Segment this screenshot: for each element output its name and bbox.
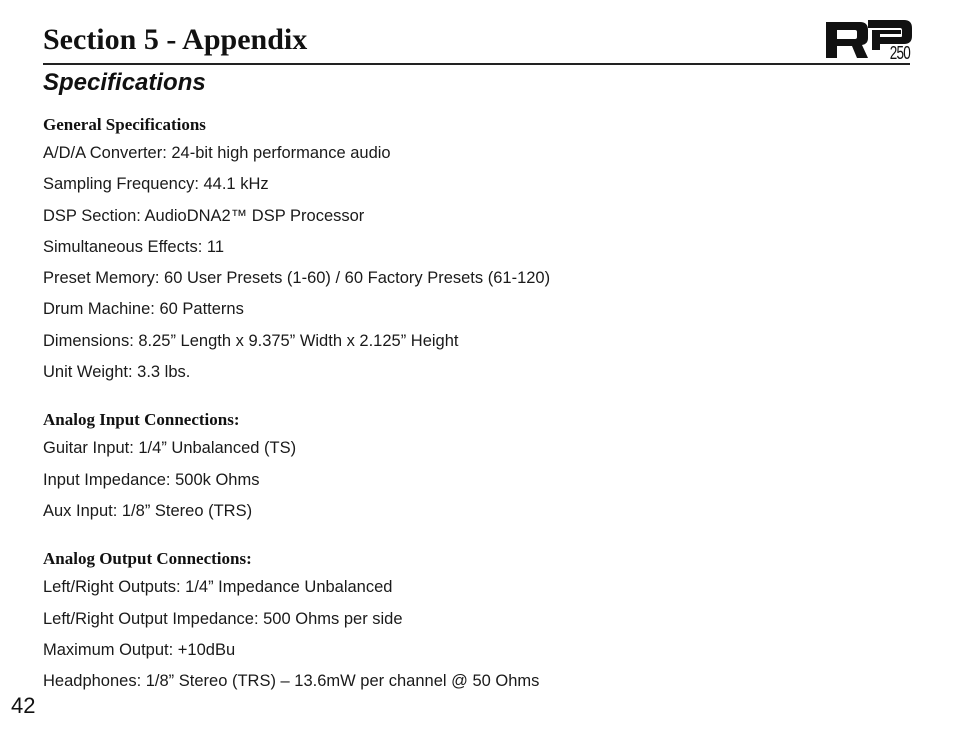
spec-line: Preset Memory: 60 User Presets (1-60) / 60 Factory Presets (61-120) xyxy=(43,269,551,288)
header-divider xyxy=(43,63,910,65)
spec-line: Unit Weight: 3.3 lbs. xyxy=(43,363,191,382)
general-specifications-group xyxy=(43,112,903,388)
spec-line: DSP Section: AudioDNA2™ DSP Processor xyxy=(43,206,365,225)
spec-line: A/D/A Converter: 24-bit high performance audio xyxy=(43,144,391,162)
spec-line: Sampling Frequency: 44.1 kHz xyxy=(43,175,269,194)
analog-input-group xyxy=(43,407,903,527)
spec-line: Headphones: 1/8” Stereo (TRS) – 13.6mW per channel @ 50 Ohms xyxy=(43,672,540,691)
spec-line: Guitar Input: 1/4” Unbalanced (TS) xyxy=(43,439,297,458)
spec-line: Dimensions: 8.25” Length x 9.375” Width x 2.125” Height xyxy=(43,331,459,350)
logo-model-number: 250 xyxy=(889,43,910,63)
spec-line: Left/Right Output Impedance: 500 Ohms per side xyxy=(43,609,403,628)
spec-line: Input Impedance: 500k Ohms xyxy=(43,470,260,489)
rp250-logo xyxy=(822,14,914,64)
spec-line: Simultaneous Effects: 11 xyxy=(43,237,224,256)
analog-input-heading: Analog Input Connections: xyxy=(43,410,240,430)
analog-output-heading: Analog Output Connections: xyxy=(43,549,252,569)
page-subtitle: Specifications xyxy=(43,69,206,96)
general-specifications-heading: General Specifications xyxy=(43,115,206,134)
section-title: Section 5 - Appendix xyxy=(43,23,308,56)
specifications-content xyxy=(43,112,903,716)
spec-line: Aux Input: 1/8” Stereo (TRS) xyxy=(43,501,253,520)
spec-line: Drum Machine: 60 Patterns xyxy=(43,300,244,319)
spec-line: Maximum Output: +10dBu xyxy=(43,640,236,659)
analog-output-group xyxy=(43,546,903,697)
page-number: 42 xyxy=(11,693,36,718)
spec-line: Left/Right Outputs: 1/4” Impedance Unbalanced xyxy=(43,578,393,597)
